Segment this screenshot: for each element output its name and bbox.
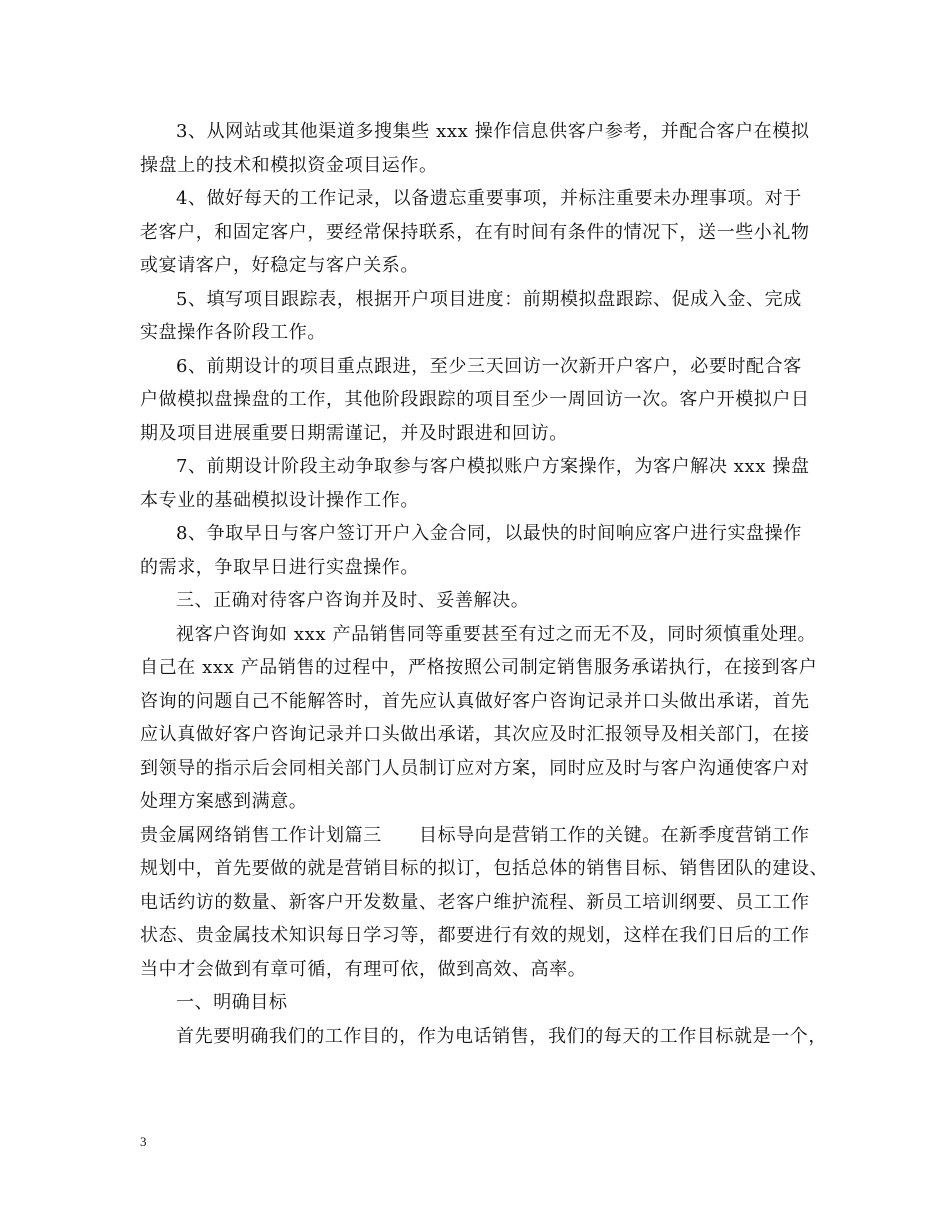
paragraph-line: 3、从网站或其他渠道多搜集些 xxx 操作信息供客户参考，并配合客户在模拟: [176, 121, 810, 142]
paragraph-line: 操盘上的技术和模拟资金项目运作。: [140, 154, 438, 176]
paragraph-line: 状态、贵金属技术知识每日学习等，都要进行有效的规划，这样在我们日后的工作: [140, 925, 810, 946]
paragraph-line: 7、前期设计阶段主动争取参与客户模拟账户方案操作，为客户解决 xxx 操盘: [176, 456, 810, 477]
paragraph-line: 电话约访的数量、新客户开发数量、老客户维护流程、新员工培训纲要、员工工作: [140, 891, 810, 913]
paragraph-line: 的需求，争取早日进行实盘操作。: [140, 556, 419, 578]
paragraph-line: 或宴请客户，好稳定与客户关系。: [140, 255, 419, 276]
paragraph-line: 户做模拟盘操盘的工作，其他阶段跟踪的项目至少一周回访一次。客户开模拟户日: [140, 389, 810, 410]
document-body: [140, 115, 829, 1053]
paragraph-line: 期及项目进展重要日期需谨记，并及时跟进和回访。: [140, 422, 568, 444]
section-heading: 一、明确目标: [176, 992, 288, 1013]
paragraph-line: 咨询的问题自己不能解答时，首先应认真做好客户咨询记录并口头做出承诺，首先: [140, 690, 810, 712]
paragraph-line: 视客户咨询如 xxx 产品销售同等重要甚至有过之而无不及，同时须慎重处理。: [176, 623, 817, 645]
paragraph-line: 到领导的指示后会同相关部门人员制订应对方案，同时应及时与客户沟通使客户对: [140, 757, 810, 779]
paragraph-line: 实盘操作各阶段工作。: [140, 322, 326, 343]
paragraph-line: 8、争取早日与客户签订开户入金合同，以最快的时间响应客户进行实盘操作: [176, 523, 802, 544]
paragraph-line: 当中才会做到有章可循，有理可依，做到高效、高率。: [140, 958, 587, 980]
paragraph-line: 5、填写项目跟踪表，根据开户项目进度：前期模拟盘跟踪、促成入金、完成: [176, 288, 802, 310]
page-number: 3: [140, 1134, 147, 1149]
paragraph-line: 贵金属网络销售工作计划篇三 目标导向是营销工作的关键。在新季度营销工作: [140, 824, 810, 846]
section-heading: 三、正确对待客户咨询并及时、妥善解决。: [176, 590, 530, 611]
paragraph-line: 应认真做好客户咨询记录并口头做出承诺，其次应及时汇报领导及相关部门，在接: [140, 724, 810, 745]
paragraph-line: 自己在 xxx 产品销售的过程中，严格按照公司制定销售服务承诺执行，在接到客户: [140, 657, 818, 678]
paragraph-line: 老客户，和固定客户，要经常保持联系，在有时间有条件的情况下，送一些小礼物: [140, 221, 810, 243]
paragraph-line: 处理方案感到满意。: [140, 791, 308, 812]
paragraph-line: 6、前期设计的项目重点跟进，至少三天回访一次新开户客户，必要时配合客: [176, 355, 802, 377]
paragraph-line: 规划中，首先要做的就是营销目标的拟订，包括总体的销售目标、销售团队的建设、: [140, 858, 829, 879]
paragraph-line: 本专业的基础模拟设计操作工作。: [140, 489, 419, 511]
paragraph-line: 首先要明确我们的工作目的，作为电话销售，我们的每天的工作目标就是一个，: [176, 1025, 827, 1047]
paragraph-line: 4、做好每天的工作记录，以备遗忘重要事项，并标注重要未办理事项。对于: [176, 188, 802, 209]
